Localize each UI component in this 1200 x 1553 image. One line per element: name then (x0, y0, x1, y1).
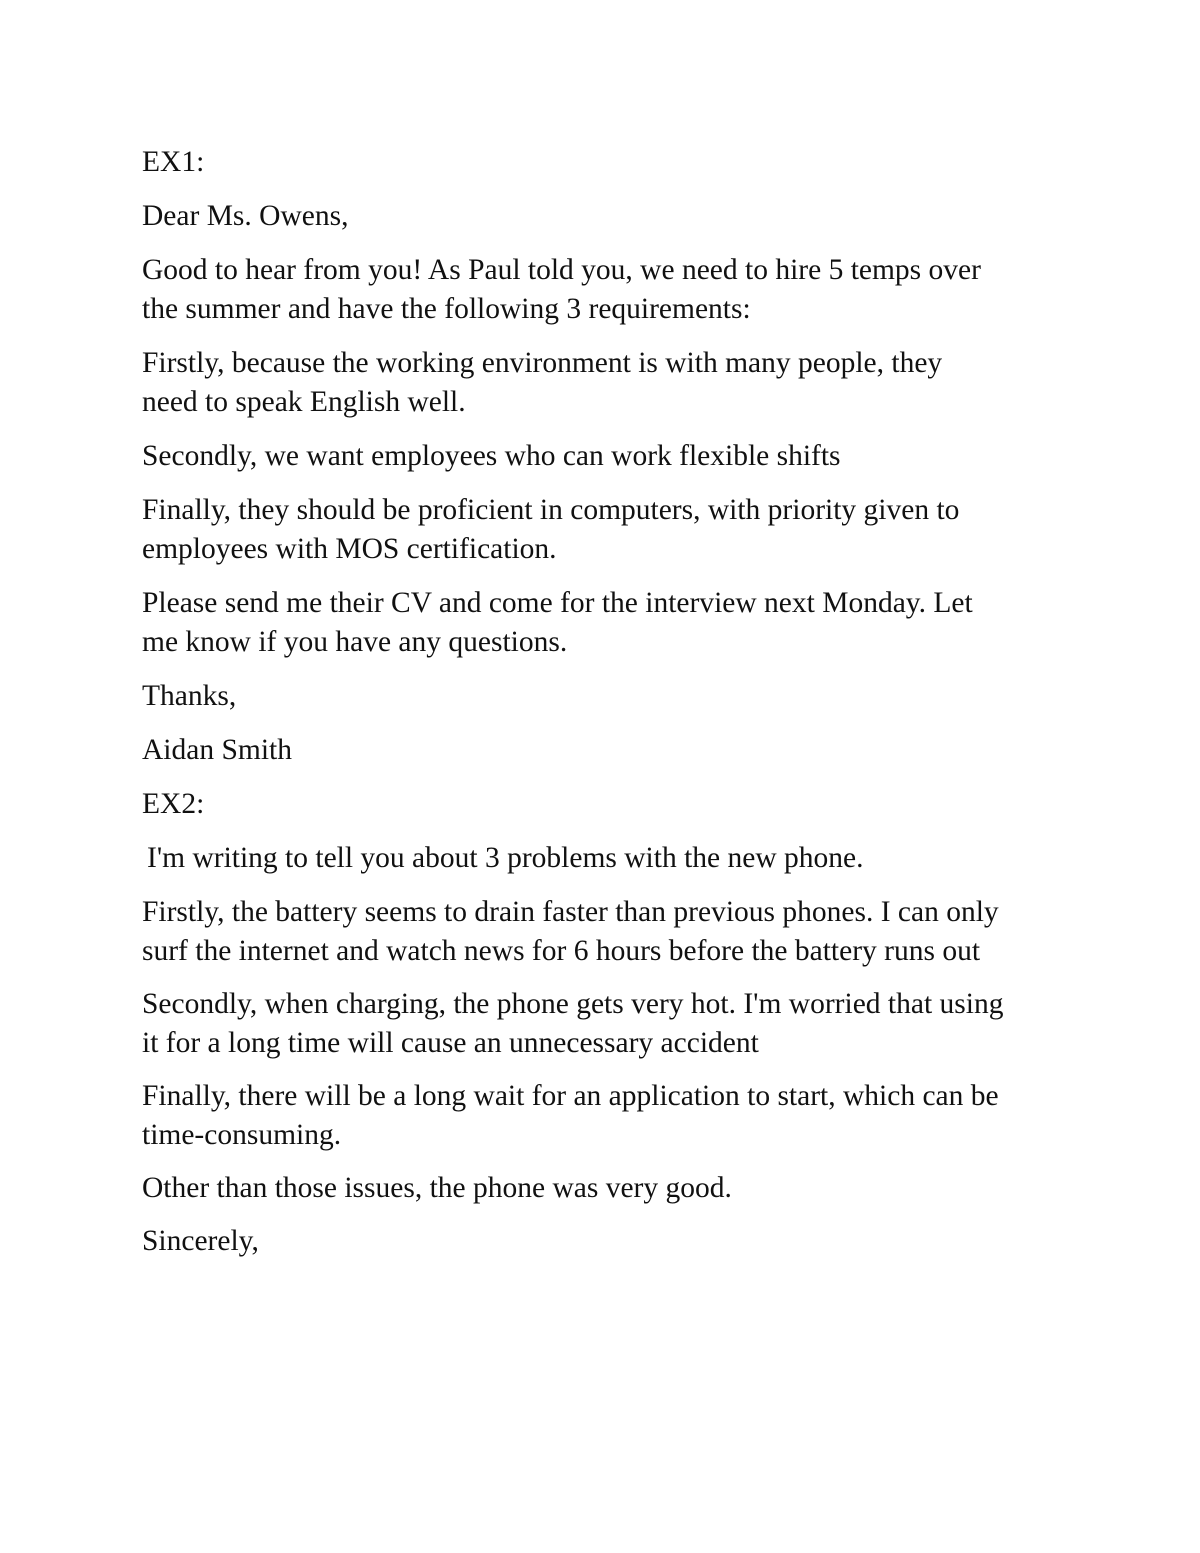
ex1-paragraph-2-line-2: need to speak English well. (142, 386, 466, 418)
ex2-heading-text: EX2: (142, 788, 205, 820)
ex1-signature-text: Aidan Smith (142, 734, 292, 766)
ex1-closing (142, 677, 1072, 716)
document-body (142, 143, 1072, 1276)
ex1-paragraph-1-line-1: Good to hear from you! As Paul told you, we need to hire 5 temps over (142, 254, 981, 286)
ex2-closing-text: Sincerely, (142, 1225, 259, 1257)
ex1-heading-text: EX1: (142, 146, 205, 178)
ex1-paragraph-2 (142, 344, 1072, 422)
ex2-paragraph-3 (142, 1077, 1072, 1155)
ex2-paragraph-3-line-1: Finally, there will be a long wait for an application to start, which can be (142, 1080, 999, 1112)
ex2-paragraph-1-line-1: Firstly, the battery seems to drain faster than previous phones. I can only (142, 896, 999, 928)
ex2-paragraph-2-line-1: Secondly, when charging, the phone gets very hot. I'm worried that using (142, 988, 1004, 1020)
ex2-intro-text: I'm writing to tell you about 3 problems with the new phone. (147, 842, 864, 874)
ex1-salutation (142, 197, 1072, 236)
ex1-paragraph-3 (142, 437, 1072, 476)
ex1-paragraph-5-line-1: Please send me their CV and come for the interview next Monday. Let (142, 587, 973, 619)
ex2-paragraph-1 (142, 893, 1072, 971)
ex1-signature (142, 731, 1072, 770)
ex2-paragraph-4 (142, 1169, 1072, 1208)
ex1-heading (142, 143, 1072, 182)
ex1-paragraph-2-line-1: Firstly, because the working environment is with many people, they (142, 347, 943, 379)
ex2-paragraph-2-line-2: it for a long time will cause an unnecessary accident (142, 1027, 759, 1059)
ex2-paragraph-4-text: Other than those issues, the phone was very good. (142, 1172, 732, 1204)
ex2-closing (142, 1222, 1072, 1261)
ex2-intro (142, 839, 1072, 878)
ex1-paragraph-1 (142, 251, 1072, 329)
ex1-paragraph-5-line-2: me know if you have any questions. (142, 626, 568, 658)
ex1-paragraph-1-line-2: the summer and have the following 3 requirements: (142, 293, 751, 325)
ex1-paragraph-5 (142, 584, 1072, 662)
ex1-paragraph-3-text: Secondly, we want employees who can work flexible shifts (142, 440, 841, 472)
ex1-salutation-text: Dear Ms. Owens, (142, 200, 349, 232)
ex2-paragraph-2 (142, 985, 1072, 1063)
ex1-closing-text: Thanks, (142, 680, 237, 712)
ex1-paragraph-4-line-2: employees with MOS certification. (142, 533, 557, 565)
ex1-paragraph-4 (142, 491, 1072, 569)
ex1-paragraph-4-line-1: Finally, they should be proficient in computers, with priority given to (142, 494, 960, 526)
ex2-paragraph-1-line-2: surf the internet and watch news for 6 hours before the battery runs out (142, 935, 981, 967)
ex2-heading (142, 785, 1072, 824)
ex2-paragraph-3-line-2: time-consuming. (142, 1119, 342, 1151)
